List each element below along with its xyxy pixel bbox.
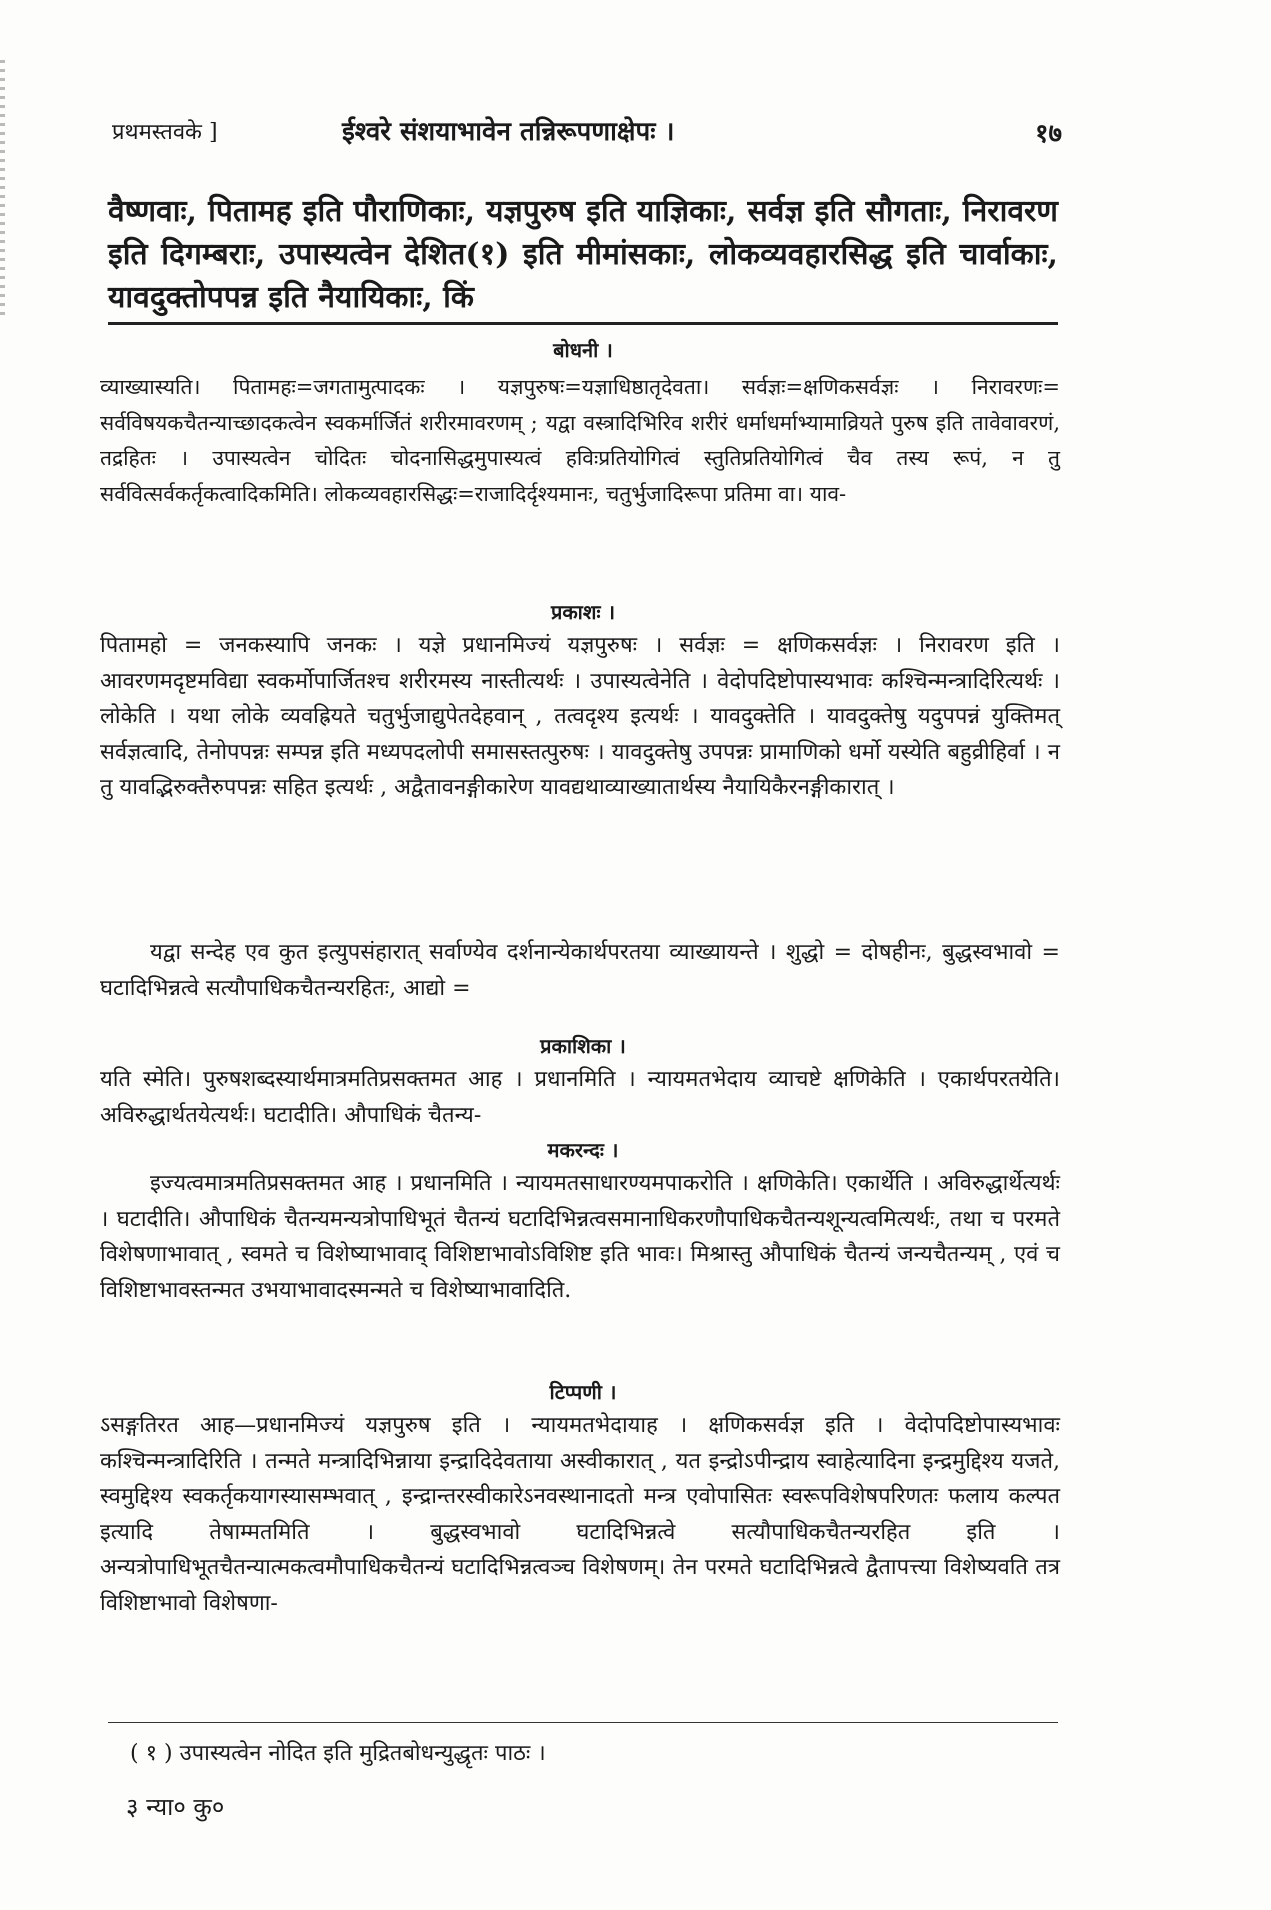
- commentary-tippani: ऽसङ्गतिरत आह—प्रधानमिज्यं यज्ञपुरुष इति । न्यायमतभेदायाह । क्षणिकसर्वज्ञ इति । वेदोपदिष्टोपास्यभावः कश्चिन्मन्त्रादिरिति । तन्मते मन्त्रादिभिन्नाया इन्द्रादिदेवताया अस्वीकारात् , यत इन्द्रोऽपीन्द्राय स्वाहेत्यादिना इन्द्रमुद्दिश्य यजते, स्वमुद्दिश्य स्वकर्तृकयागस्यासम्भवात् , इन्द्रान्तरस्वीकारेऽनवस्थानादतो मन्त्र एवोपासितः स्वरूपविशेषपरिणतः फलाय कल्पत इत्यादि तेषाम्मतमिति । बुद्धस्वभावो घटादिभिन्नत्वे सत्यौपाधिकचैतन्यरहित इति । अन्यत्रोपाधिभूतचैतन्यात्मकत्वमौपाधिकचैतन्यं घटादिभिन्नत्वञ्च विशेषणम्। तेन परमते घटादिभिन्नत्वे द्वैतापत्त्या विशेष्यवति तत्र विशिष्टाभावो विशेषणा-: [100, 1413, 1060, 1616]
- scan-edge-artifact: [0, 60, 5, 320]
- commentary-prakashika: यति स्मेति। पुरुषशब्दस्यार्थमात्रमतिप्रसक्तमत आह । प्रधानमिति । न्यायमतभेदाय व्याचष्टे क्षणिकेति । एकार्थपरतयेति। अविरुद्धार्थतयेत्यर्थः। घटादीति। औपाधिकं चैतन्य-: [100, 1067, 1060, 1128]
- section-title-prakashika: प्रकाशिका ।: [540, 1034, 626, 1058]
- running-header: [112, 112, 1062, 152]
- commentary-prakasha-2: यद्वा सन्देह एव कुत इत्युपसंहारात् सर्वाण्येव दर्शनान्येकार्थपरतया व्याख्यायन्ते । शुद्धो = दोषहीनः, बुद्धस्वभावो = घटादिभिन्नत्वे सत्यौपाधिकचैतन्यरहितः, आद्यो =: [100, 940, 1060, 1001]
- header-title: ईश्वरे संशयाभावेन तन्निरूपणाक्षेपः ।: [342, 117, 675, 147]
- printer-signature-mark: ३ न्या० कु०: [126, 1793, 225, 1821]
- page-number: १७: [1034, 119, 1062, 149]
- footnote-rule: [108, 1722, 1058, 1723]
- main-text-rule: [108, 322, 1058, 325]
- main-verse-text: वैष्णवाः, पितामह इति पौराणिकाः, यज्ञपुरुष इति याज्ञिकाः, सर्वज्ञ इति सौगताः, निरावरण इति दिगम्बराः, उपास्यत्वेन देशित(१) इति मीमांसकाः, लोकव्यवहारसिद्ध इति चार्वाकाः, यावदुक्तोपपन्न इति नैयायिकाः, किं: [108, 194, 1058, 315]
- header-chapter: प्रथमस्तवके ]: [112, 120, 218, 145]
- commentary-bodhani: व्याख्यास्यति। पितामहः=जगतामुत्पादकः । यज्ञपुरुषः=यज्ञाधिष्ठातृदेवता। सर्वज्ञः=क्षणिकसर्वज्ञः । निरावरणः= सर्वविषयकचैतन्याच्छादकत्वेन स्वकर्मार्जितं शरीरमावरणम् ; यद्वा वस्त्रादिभिरिव शरीरं धर्माधर्माभ्यामाव्रियते पुरुष इति तावेवावरणं, तद्रहितः । उपास्यत्वेन चोदितः चोदनासिद्धमुपास्यत्वं हविःप्रतियोगित्वं स्तुतिप्रतियोगित्वं चैव तस्य रूपं, न तु सर्ववित्सर्वकर्तृकत्वादिकमिति। लोकव्यवहारसिद्धः=राजादिर्दृश्यमानः, चतुर्भुजादिरूपा प्रतिमा वा। याव-: [100, 375, 1060, 506]
- section-title-prakasha: प्रकाशः ।: [550, 600, 616, 624]
- commentary-makaranda: इज्यत्वमात्रमतिप्रसक्तमत आह । प्रधानमिति । न्यायमतसाधारण्यमपाकरोति । क्षणिकेति। एकार्थेति । अविरुद्धार्थेत्यर्थः । घटादीति। औपाधिकं चैतन्यमन्यत्रोपाधिभूतं चैतन्यं घटादिभिन्नत्वसमानाधिकरणौपाधिकचैतन्यशून्यत्वमित्यर्थः, तथा च परमते विशेषणाभावात् , स्वमते च विशेष्याभावाद् विशिष्टाभावोऽविशिष्ट इति भावः। मिश्रास्तु औपाधिकं चैतन्यं जन्यचैतन्यम् , एवं च विशिष्टाभावस्तन्मत उभयाभावादस्मन्मते च विशेष्याभावादिति.: [100, 1171, 1060, 1303]
- commentary-prakasha-1: पितामहो = जनकस्यापि जनकः । यज्ञे प्रधानमिज्यं यज्ञपुरुषः । सर्वज्ञः = क्षणिकसर्वज्ञः । निरावरण इति । आवरणमदृष्टमविद्या स्वकर्मोपार्जितश्च शरीरमस्य नास्तीत्यर्थः । उपास्यत्वेनेति । वेदोपदिष्टोपास्यभावः कश्चिन्मन्त्रादिरित्यर्थः । लोकेति । यथा लोके व्यवह्रियते चतुर्भुजाद्युपेतदेहवान् , तत्वदृश्य इत्यर्थः । यावदुक्तेति । यावदुक्तेषु यदुपपन्नं युक्तिमत् सर्वज्ञत्वादि, तेनोपपन्नः सम्पन्न इति मध्यपदलोपी समासस्तत्पुरुषः । यावदुक्तेषु उपपन्नः प्रामाणिको धर्मो यस्येति बहुव्रीहिर्वा । न तु यावद्भिरुक्तैरुपपन्नः सहित इत्यर्थः , अद्वैतावनङ्गीकारेण यावद्यथाव्याख्यातार्थस्य नैयायिकैरनङ्गीकारात् ।: [100, 633, 1060, 800]
- section-title-tippani: टिप्पणी ।: [549, 1380, 617, 1404]
- footnote: ( १ ) उपास्यत्वेन नोदित इति मुद्रितबोधन्युद्धृतः पाठः ।: [130, 1741, 546, 1766]
- section-title-bodhani: बोधनी ।: [553, 338, 613, 362]
- section-title-makaranda: मकरन्दः ।: [547, 1138, 619, 1162]
